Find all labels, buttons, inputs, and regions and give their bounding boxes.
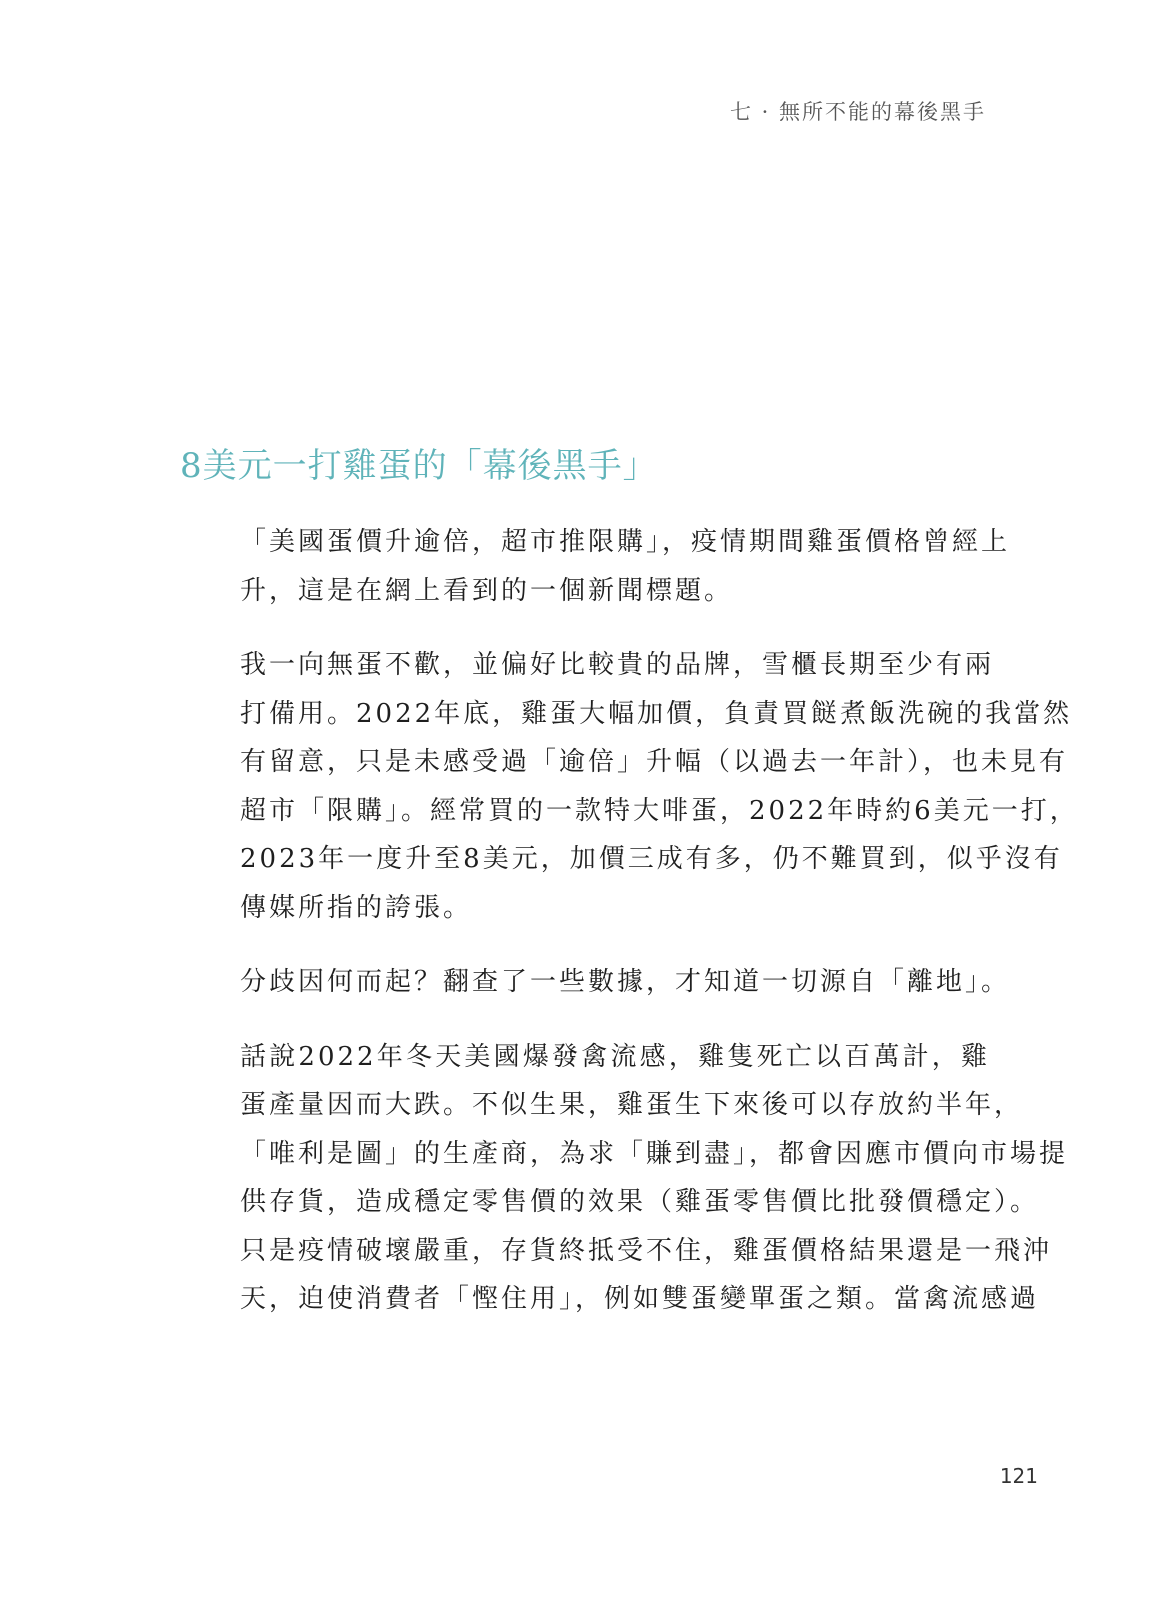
running-header: 七 · 無所不能的幕後黑手 — [729, 100, 986, 124]
text-line: 超市「限購」。經常買的一款特大啡蛋，2022年時約6美元一打， — [240, 795, 1079, 826]
body-text — [180, 518, 1079, 1350]
text-line: 「唯利是圖」的生產商，為求「賺到盡」，都會因應市價向市場提 — [240, 1138, 1069, 1169]
text-line: 分歧因何而起？翻查了一些數據，才知道一切源自「離地」。 — [240, 967, 1011, 997]
text-line: 蛋產量因而大跌。不似生果，雞蛋生下來後可以存放約半年， — [240, 1090, 1024, 1120]
text-line: 供存貨，造成穩定零售價的效果（雞蛋零售價比批發價穩定）。 — [240, 1187, 1040, 1217]
text-line: 傳媒所指的誇張。 — [240, 892, 473, 923]
text-line: 「美國蛋價升逾倍，超市推限購」，疫情期間雞蛋價格曾經上 — [240, 527, 1011, 557]
page-number: 121 — [999, 1464, 1038, 1488]
text-line: 升，這是在網上看到的一個新聞標題。 — [240, 575, 734, 606]
paragraph-1 — [180, 518, 1011, 615]
text-line: 天，迫使消費者「慳住用」，例如雙蛋變單蛋之類。當禽流感過 — [240, 1284, 1040, 1314]
text-line: 有留意，只是未感受過「逾倍」升幅（以過去一年計），也未見有 — [240, 747, 1069, 777]
section-title: 8美元一打雞蛋的「幕後黑手」 — [180, 446, 658, 486]
paragraph-2 — [180, 641, 1079, 932]
paragraph-4 — [180, 1033, 1069, 1324]
text-line: 我一向無蛋不歡，並偏好比較貴的品牌，雪櫃長期至少有兩 — [240, 650, 995, 680]
paragraph-3 — [180, 958, 1011, 1007]
text-line: 只是疫情破壞嚴重，存貨終抵受不住，雞蛋價格結果還是一飛沖 — [240, 1235, 1053, 1266]
text-line: 話說2022年冬天美國爆發禽流感，雞隻死亡以百萬計，雞 — [240, 1041, 990, 1072]
text-line: 2023年一度升至8美元，加價三成有多，仍不難買到，似乎沒有 — [240, 844, 1063, 874]
text-line: 打備用。2022年底，雞蛋大幅加價，負責買餸煮飯洗碗的我當然 — [240, 698, 1073, 729]
